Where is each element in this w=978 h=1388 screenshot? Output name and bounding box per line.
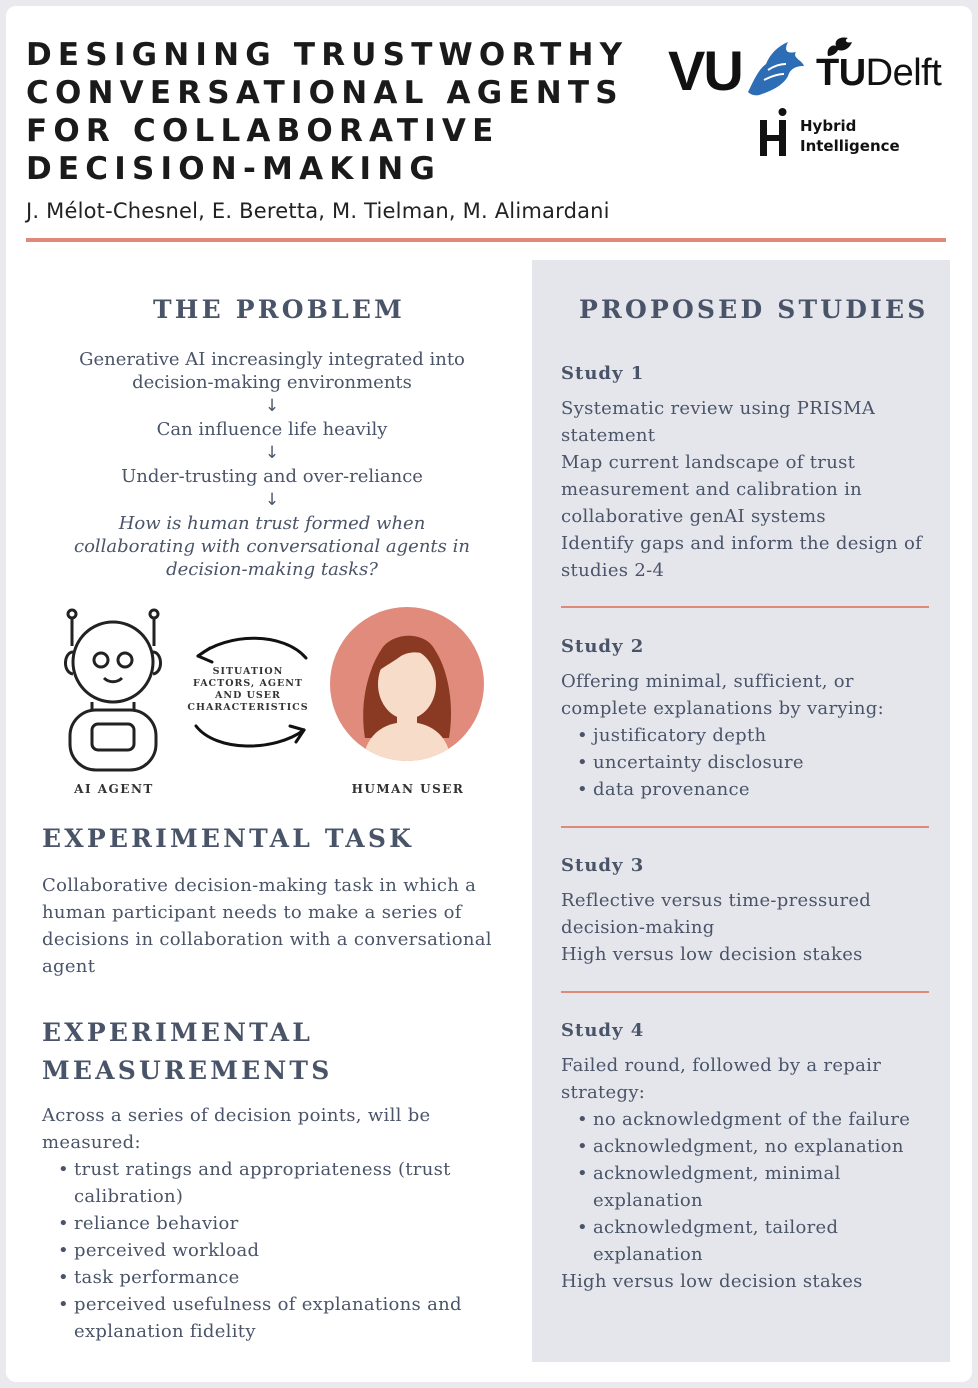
tudelft-logo	[816, 36, 956, 100]
down-arrow-icon: ↓	[264, 396, 280, 416]
situation-factors-label: SITUATION FACTORS, AGENT AND USER CHARACTERISTICS	[187, 666, 309, 713]
ai-agent-label: AI AGENT	[74, 782, 154, 796]
problem-heading: THE PROBLEM	[153, 295, 405, 324]
vu-logo-text: VU	[668, 39, 742, 102]
list-item: • perceived workload	[74, 1237, 512, 1264]
problem-line-3: Under-trusting and over-reliance	[121, 466, 423, 487]
list-item: • trust ratings and appropriateness (trust calibration)	[74, 1156, 512, 1210]
list-item: • acknowledgment, tailored explanation	[593, 1214, 941, 1268]
down-arrow-icon: ↓	[264, 490, 280, 510]
header-divider	[26, 238, 946, 242]
study-2	[561, 634, 941, 803]
hybrid-intelligence-logo	[754, 106, 914, 162]
study-divider	[561, 991, 929, 993]
list-item: • acknowledgment, no explanation	[593, 1133, 941, 1160]
human-user-icon	[329, 606, 485, 762]
problem-line-1: Generative AI increasingly integrated into decision-making environments	[79, 349, 465, 393]
list-item: • task performance	[74, 1264, 512, 1291]
list-item: • justificatory depth	[593, 722, 941, 749]
down-arrow-icon: ↓	[264, 443, 280, 463]
study-4-outro: High versus low decision stakes	[561, 1271, 863, 1292]
study-divider	[561, 606, 929, 608]
tudelft-logo-text: TUDelft	[816, 52, 942, 94]
study-2-intro: Offering minimal, sufficient, or complete explanations by varying:	[561, 671, 884, 719]
study-4	[561, 1018, 941, 1295]
measurements-list	[42, 1102, 512, 1345]
authors: J. Mélot-Chesnel, E. Beretta, M. Tielman, M. Alimardani	[26, 199, 610, 223]
study-1-line: Systematic review using PRISMA statement	[561, 398, 876, 446]
measurements-heading: EXPERIMENTAL MEASUREMENTS	[42, 1018, 333, 1085]
research-question: How is human trust formed when collaborating with conversational agents in decision-making tasks?	[74, 513, 470, 580]
poster	[6, 6, 972, 1382]
studies-heading: PROPOSED STUDIES	[579, 295, 929, 324]
list-item: • acknowledgment, minimal explanation	[593, 1160, 941, 1214]
list-item: • data provenance	[593, 776, 941, 803]
poster-title: DESIGNING TRUSTWORTHY CONVERSATIONAL AGENTS FOR COLLABORATIVE DECISION-MAKING	[26, 37, 629, 187]
list-item: • no acknowledgment of the failure	[593, 1106, 941, 1133]
study-divider	[561, 826, 929, 828]
list-item: • reliance behavior	[74, 1210, 512, 1237]
griffin-icon	[744, 40, 806, 100]
vu-logo	[668, 40, 808, 102]
problem-line-2: Can influence life heavily	[156, 419, 388, 440]
task-description: Collaborative decision-making task in which a human participant needs to make a series of decisions in collaboration with a conversational agent	[42, 875, 492, 977]
human-user-label: HUMAN USER	[351, 782, 465, 796]
study-2-title: Study 2	[561, 636, 645, 657]
study-1-line: Identify gaps and inform the design of studies 2-4	[561, 533, 923, 581]
measurements-intro: Across a series of decision points, will be measured:	[42, 1105, 431, 1153]
task-heading: EXPERIMENTAL TASK	[42, 824, 415, 853]
study-4-title: Study 4	[561, 1020, 645, 1041]
hybrid-intelligence-text: Hybrid Intelligence	[800, 117, 900, 155]
study-3	[561, 853, 941, 968]
study-3-line: High versus low decision stakes	[561, 944, 863, 965]
study-3-line: Reflective versus time-pressured decision-making	[561, 890, 872, 938]
list-item: • perceived usefulness of explanations and explanation fidelity	[74, 1291, 512, 1345]
study-1-title: Study 1	[561, 363, 645, 384]
study-1	[561, 361, 941, 584]
hybrid-intelligence-icon	[754, 106, 794, 162]
study-3-title: Study 3	[561, 855, 645, 876]
study-1-line: Map current landscape of trust measurement and calibration in collaborative genAI systems	[561, 452, 863, 527]
problem-flow	[42, 348, 502, 581]
study-4-intro: Failed round, followed by a repair strategy:	[561, 1055, 882, 1103]
list-item: • uncertainty disclosure	[593, 749, 941, 776]
robot-icon	[52, 606, 174, 778]
